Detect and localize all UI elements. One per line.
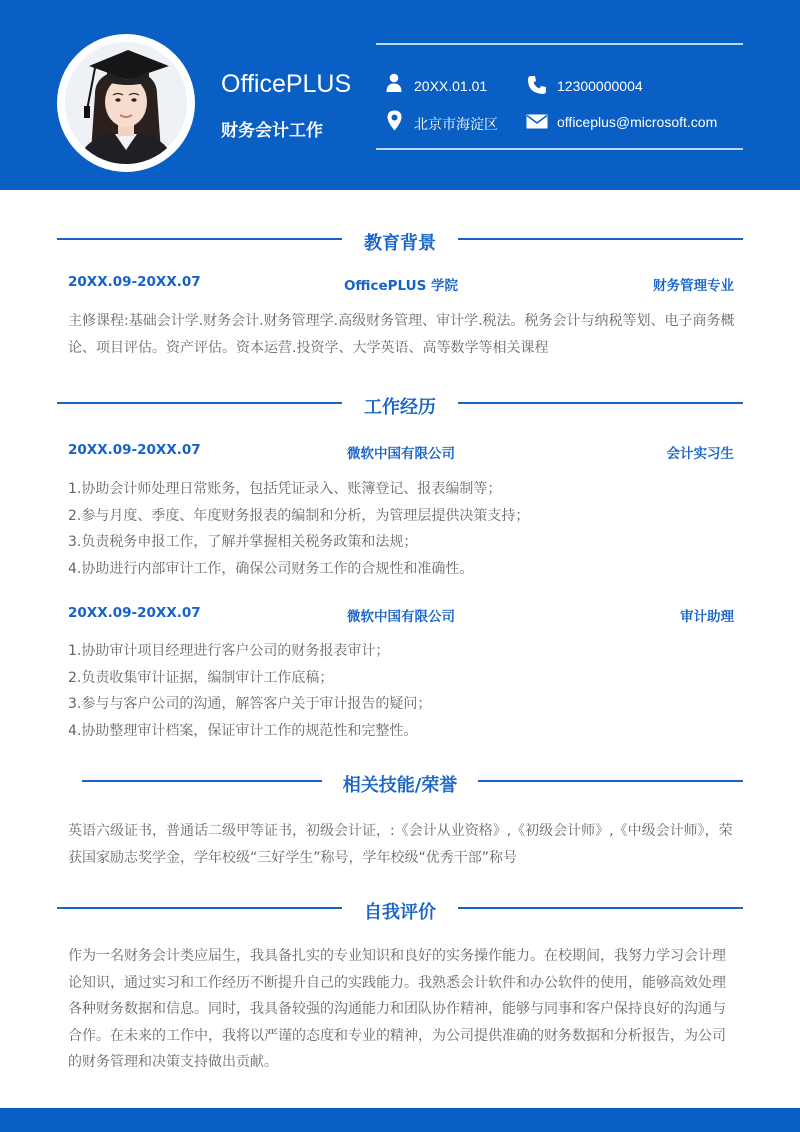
section-rule-right <box>478 780 743 782</box>
location: 北京市海淀区 <box>414 116 498 132</box>
section-title-skills: 相关技能/荣誉 <box>342 775 458 796</box>
phone-icon <box>527 75 547 95</box>
courses-text: 主修课程:基础会计学.财务会计.财务管理学.高级财务管理、审计学.税法。税务会计与纳税等划、电子商务概论、项目评估。资产评估。资本运营.投资学、大学英语、高等数学等相关课程 <box>68 313 735 356</box>
location-pin-icon <box>387 110 402 131</box>
duty-item: 2.参与月度、季度、年度财务报表的编制和分析，为管理层提供决策支持； <box>68 507 530 524</box>
section-rule-right <box>458 402 743 404</box>
footer-bar <box>0 1108 800 1132</box>
job-title: 财务会计工作 <box>221 121 323 141</box>
job-role: 审计助理 <box>680 609 734 625</box>
section-rule-right <box>458 238 743 240</box>
section-title-self-evaluation: 自我评价 <box>364 902 436 923</box>
duty-item: 2.负责收集审计证据，编制审计工作底稿； <box>68 669 334 686</box>
duty-item: 3.负责税务申报工作，了解并掌握相关税务政策和法规； <box>68 534 418 550</box>
education-period: 20XX.09-20XX.07 <box>68 274 201 290</box>
person-icon <box>386 73 402 93</box>
header-top-divider <box>376 43 743 45</box>
skills-text: 英语六级证书，普通话二级甲等证书，初级会计证，:《会计从业资格》,《初级会计师》,《中级会计师》，荣获国家励志奖学金，学年校级“三好学生”称号，学年校级“优秀干部”称号 <box>68 823 733 866</box>
duty-item: 4.协助整理审计档案，保证审计工作的规范性和完整性。 <box>68 722 418 739</box>
envelope-icon <box>526 114 548 129</box>
job-duties <box>68 638 736 744</box>
job-role: 会计实习生 <box>666 446 734 462</box>
job-duties <box>68 476 736 582</box>
section-title-education: 教育背景 <box>364 233 436 254</box>
self-evaluation-text: 作为一名财务会计类应届生，我具备扎实的专业知识和良好的实务操作能力。在校期间，我努力学习会计理论知识，通过实习和工作经历不断提升自己的实践能力。我熟悉会计软件和办公软件的使用，能够高效处理各种财务数据和信息。同时，我具备较强的沟通能力和团队协作精神，能够与同事和客户保持良好的沟通与合作。在未来的工作中，我将以严谨的态度和专业的精神，为公司提供准确的财务数据和分析报告，为公司的财务管理和决策支持做出贡献。 <box>68 948 726 1070</box>
company-name: 微软中国有限公司 <box>347 609 455 625</box>
duty-item: 3.参与与客户公司的沟通，解答客户关于审计报告的疑问； <box>68 696 432 712</box>
school-name: OfficePLUS 学院 <box>343 278 459 294</box>
section-title-work: 工作经历 <box>364 397 436 418</box>
section-rule-left <box>82 780 322 782</box>
duty-item: 4.协助进行内部审计工作，确保公司财务工作的合规性和准确性。 <box>68 560 474 577</box>
job-period: 20XX.09-20XX.07 <box>68 442 201 458</box>
graduate-portrait-image <box>65 42 187 164</box>
header-bottom-divider <box>376 148 743 150</box>
birth-date: 20XX.01.01 <box>414 78 488 94</box>
major: 财务管理专业 <box>653 278 734 294</box>
email-address: officeplus@microsoft.com <box>557 114 718 130</box>
section-rule-right <box>458 907 743 909</box>
avatar-photo <box>65 42 187 164</box>
company-name: 微软中国有限公司 <box>347 446 455 462</box>
duty-item: 1.协助审计项目经理进行客户公司的财务报表审计； <box>68 643 390 659</box>
job-period: 20XX.09-20XX.07 <box>68 605 201 621</box>
candidate-name: OfficePLUS <box>221 70 352 98</box>
phone-number: 12300000004 <box>557 78 643 94</box>
duty-item: 1.协助会计师处理日常账务，包括凭证录入、账簿登记、报表编制等； <box>68 481 502 497</box>
